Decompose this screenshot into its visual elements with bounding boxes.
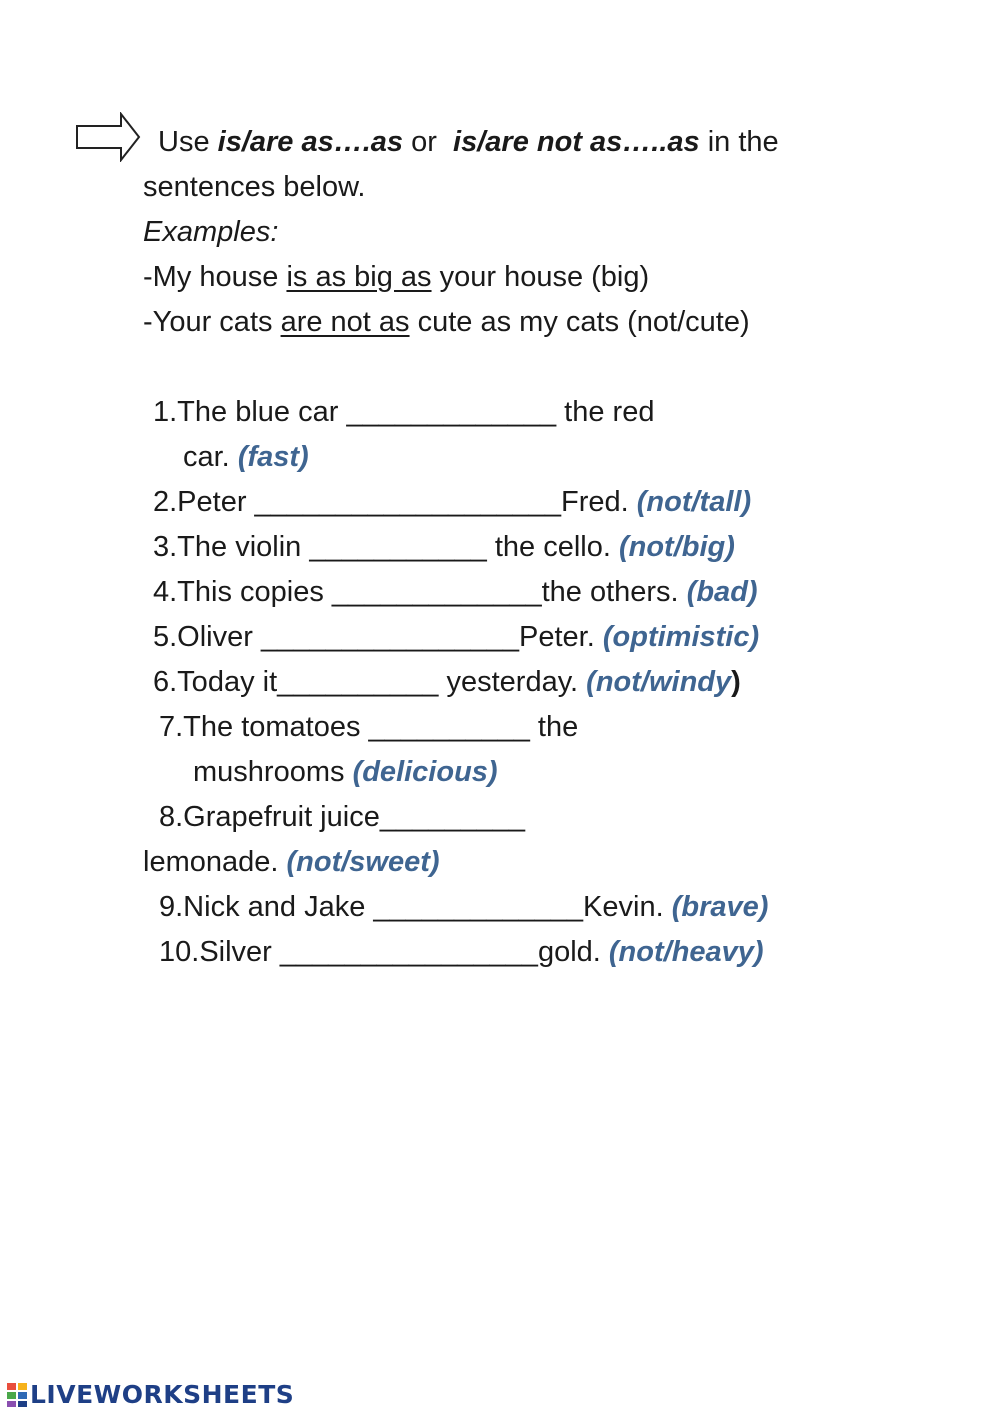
item-3-hint: (not/big): [618, 531, 735, 563]
item-10-text: 10.Silver ________________gold.: [159, 936, 601, 968]
item-6-hint: (not/windy: [586, 666, 732, 698]
item-2-hint: (not/tall): [636, 486, 752, 518]
item-3-text: 3.The violin ___________ the cello.: [153, 531, 611, 563]
item-1-hint: (fast): [237, 441, 309, 473]
exercise-item-7: [159, 709, 578, 745]
item-8-hint: (not/sweet): [286, 846, 440, 878]
instruction-or: or: [411, 126, 437, 158]
example-1-underlined: is as big as: [286, 261, 432, 293]
instruction-line-2: sentences below.: [143, 171, 366, 203]
exercise-item-3: [153, 529, 735, 565]
example-1-post: your house (big): [439, 261, 650, 293]
example-2-underlined: are not as: [280, 306, 410, 338]
liveworksheets-logo-icon: [6, 1382, 28, 1408]
exercise-item-1: [153, 394, 654, 430]
exercise-item-6: [153, 664, 741, 700]
right-arrow-icon: [75, 112, 141, 162]
examples-label: Examples:: [143, 216, 279, 248]
item-7-text: 7.The tomatoes __________ the: [159, 711, 579, 743]
item-5-text: 5.Oliver ________________Peter.: [153, 621, 595, 653]
exercise-item-7-cont: [193, 754, 498, 790]
footer-brand: [6, 1380, 294, 1409]
instruction-tail: in the: [707, 126, 779, 158]
item-2-text: 2.Peter ___________________Fred.: [153, 486, 629, 518]
example-2-pre: -Your cats: [143, 306, 273, 338]
instruction-line-1: [158, 124, 779, 160]
exercise-item-2: [153, 484, 751, 520]
exercise-item-4: [153, 574, 758, 610]
instruction-phrase-1: is/are as….as: [217, 126, 404, 158]
example-1: [143, 259, 649, 295]
item-1-text: 1.The blue car _____________ the red: [153, 396, 655, 428]
exercise-item-1-cont: [183, 439, 309, 475]
example-2: [143, 304, 750, 340]
exercise-item-10: [159, 934, 764, 970]
item-9-text: 9.Nick and Jake _____________Kevin.: [159, 891, 664, 923]
item-9-hint: (brave): [671, 891, 769, 923]
item-6-close-paren: ): [731, 666, 741, 698]
example-2-post: cute as my cats (not/cute): [417, 306, 750, 338]
item-8-continuation: lemonade.: [143, 846, 279, 878]
brand-name: LIVEWORKSHEETS: [30, 1380, 295, 1409]
item-4-hint: (bad): [686, 576, 758, 608]
exercise-item-8: [159, 799, 525, 835]
instruction-phrase-2: is/are not as…..as: [453, 126, 700, 158]
item-6-text: 6.Today it__________ yesterday.: [153, 666, 579, 698]
exercise-item-9: [159, 889, 768, 925]
exercise-item-8-cont: [143, 844, 440, 880]
item-8-text: 8.Grapefruit juice_________: [159, 801, 525, 833]
item-1-continuation: car.: [183, 441, 230, 473]
example-1-pre: -My house: [143, 261, 279, 293]
exercise-item-5: [153, 619, 759, 655]
item-4-text: 4.This copies _____________the others.: [153, 576, 679, 608]
item-10-hint: (not/heavy): [608, 936, 764, 968]
item-7-continuation: mushrooms: [193, 756, 345, 788]
item-7-hint: (delicious): [352, 756, 498, 788]
instruction-use: Use: [158, 126, 210, 158]
item-5-hint: (optimistic): [602, 621, 760, 653]
